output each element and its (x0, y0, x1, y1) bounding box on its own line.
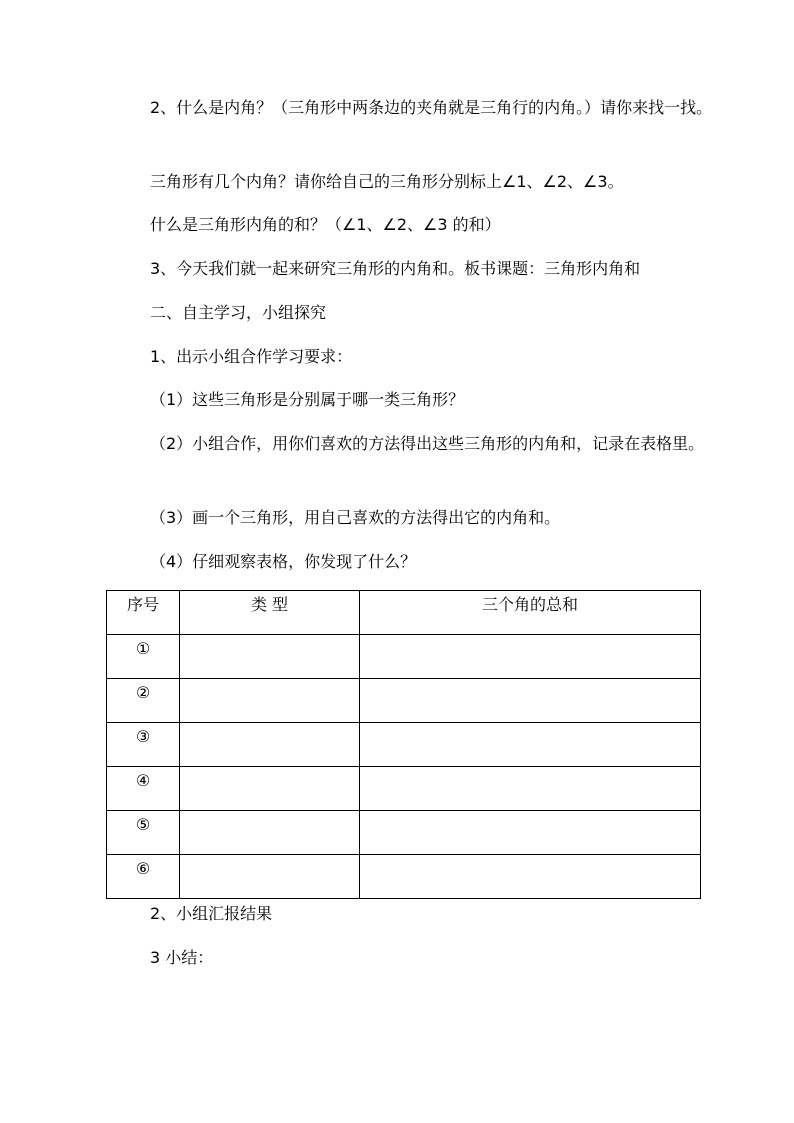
header-angle-sum: 三个角的总和 (360, 591, 701, 635)
requirement-item-4: （4）仔细观察表格，你发现了什么？ (150, 552, 417, 571)
paragraph-how-many-angles: 三角形有几个内角？请你给自己的三角形分别标上∠1、∠2、∠3。 (150, 172, 624, 191)
row-index: ④ (107, 767, 180, 811)
header-index: 序号 (107, 591, 180, 635)
row-index: ② (107, 679, 180, 723)
row-type-cell (180, 635, 360, 679)
row-type-cell (180, 855, 360, 899)
row-index: ③ (107, 723, 180, 767)
paragraph-angle-sum-question: 什么是三角形内角的和？（∠1、∠2、∠3 的和） (150, 215, 501, 234)
paragraph-inner-angle-definition: 2、什么是内角？（三角形中两条边的夹角就是三角行的内角。）请你来找一找。 (150, 98, 713, 117)
requirement-item-1: （1）这些三角形是分别属于哪一类三角形？ (150, 390, 465, 409)
section-heading-self-study: 二、自主学习，小组探究 (150, 303, 327, 322)
row-type-cell (180, 811, 360, 855)
row-sum-cell (360, 855, 701, 899)
paragraph-summary: 3 小结： (150, 948, 214, 967)
row-index: ① (107, 635, 180, 679)
paragraph-group-requirements: 1、出示小组合作学习要求： (150, 347, 353, 366)
table-row (107, 767, 701, 811)
row-type-cell (180, 679, 360, 723)
angle-sum-record-table (106, 590, 701, 899)
table-row (107, 811, 701, 855)
row-sum-cell (360, 635, 701, 679)
row-index: ⑤ (107, 811, 180, 855)
row-type-cell (180, 723, 360, 767)
table-row (107, 679, 701, 723)
table-row (107, 723, 701, 767)
table-row (107, 855, 701, 899)
paragraph-lesson-topic: 3、今天我们就一起来研究三角形的内角和。板书课题：三角形内角和 (150, 259, 641, 278)
row-sum-cell (360, 811, 701, 855)
row-sum-cell (360, 767, 701, 811)
requirement-item-2: （2）小组合作，用你们喜欢的方法得出这些三角形的内角和，记录在表格里。 (150, 434, 705, 453)
header-type: 类 型 (180, 591, 360, 635)
row-index: ⑥ (107, 855, 180, 899)
row-sum-cell (360, 679, 701, 723)
table-row (107, 635, 701, 679)
paragraph-group-report: 2、小组汇报结果 (150, 904, 273, 923)
requirement-item-3: （3）画一个三角形，用自己喜欢的方法得出它的内角和。 (150, 508, 561, 527)
table-header-row (107, 591, 701, 635)
row-sum-cell (360, 723, 701, 767)
row-type-cell (180, 767, 360, 811)
